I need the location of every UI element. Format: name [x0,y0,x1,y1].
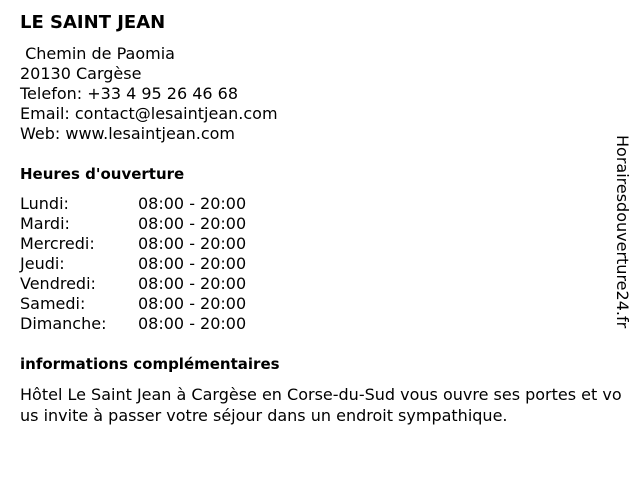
hours-row-friday [20,274,246,294]
phone-line: Telefon: +33 4 95 26 46 68 [20,84,239,103]
web-line: Web: www.lesaintjean.com [20,124,236,143]
hours-row-tuesday [20,214,246,234]
hours-row-monday [20,194,246,214]
day-label: Mercredi: [20,234,95,253]
address-city: 20130 Cargèse [20,64,142,83]
hours-table [20,194,246,334]
time-range: 08:00 - 20:00 [138,194,247,213]
day-label: Vendredi: [20,274,96,293]
time-range: 08:00 - 20:00 [138,274,247,293]
business-name: LE SAINT JEAN [20,12,166,33]
info-description: Hôtel Le Saint Jean à Cargèse en Corse-du-Sud vous ouvre ses portes et vous invite à passer votre séjour dans un endroit sympathique. [20,385,622,425]
time-range: 08:00 - 20:00 [138,314,247,333]
hours-row-wednesday [20,234,246,254]
hours-row-sunday [20,314,246,334]
hours-row-saturday [20,294,246,314]
time-range: 08:00 - 20:00 [138,234,247,253]
day-label: Samedi: [20,294,86,313]
info-heading: informations complémentaires [20,355,280,373]
address-street: Chemin de Paomia [20,44,175,63]
hours-heading: Heures d'ouverture [20,165,185,183]
contact-block [20,44,278,144]
day-label: Jeudi: [20,254,65,273]
time-range: 08:00 - 20:00 [138,214,247,233]
site-watermark: Horairesdouverture24.fr [613,135,632,329]
time-range: 08:00 - 20:00 [138,294,247,313]
day-label: Mardi: [20,214,70,233]
time-range: 08:00 - 20:00 [138,254,247,273]
hours-row-thursday [20,254,246,274]
day-label: Lundi: [20,194,69,213]
day-label: Dimanche: [20,314,107,333]
email-line: Email: contact@lesaintjean.com [20,104,278,123]
